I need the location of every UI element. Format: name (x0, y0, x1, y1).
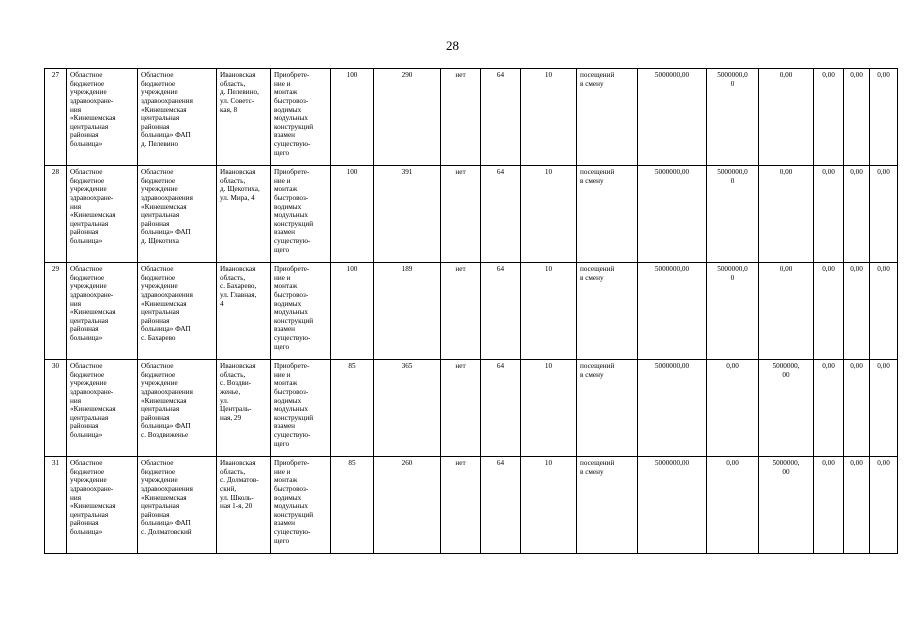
value-cell: 260 (374, 457, 441, 554)
unit-cell: посещений в смену (577, 69, 638, 166)
row-number: 28 (45, 166, 67, 263)
recipient-cell: Областное бюджетное учреждение здравоохране- ния «Кинешемская центральная районная больница» (67, 457, 138, 554)
value-cell: 100 (331, 263, 374, 360)
recipient-cell: Областное бюджетное учреждение здравоохране- ния «Кинешемская центральная районная больница» (67, 263, 138, 360)
object-cell: Областное бюджетное учреждение здравоохранения «Кинешемская центральная районная больница» ФАП с. Бахарево (138, 263, 217, 360)
value-cell: 10 (521, 360, 577, 457)
total-sum-cell: 5000000,00 (638, 457, 707, 554)
total-sum-cell: 5000000,00 (638, 360, 707, 457)
row-number: 29 (45, 263, 67, 360)
address-cell: Ивановская область, с. Долматов- ский, ул. Школь- ная 1-я, 20 (217, 457, 271, 554)
work-cell: Приобрете- ние и монтаж быстровоз- водимых модульных конструкций взамен существую- щего (271, 457, 331, 554)
value-cell: 64 (481, 263, 521, 360)
table-row (45, 263, 898, 360)
address-cell: Ивановская область, д. Пелевино, ул. Советс- кая, 8 (217, 69, 271, 166)
value-cell: 391 (374, 166, 441, 263)
address-cell: Ивановская область, с. Воздви- женье, ул. Централь- ная, 29 (217, 360, 271, 457)
year-amount-cell: 0,00 (844, 360, 870, 457)
year-amount-cell: 0,00 (707, 457, 759, 554)
year-amount-cell: 0,00 (870, 360, 898, 457)
year-amount-cell: 0,00 (814, 166, 844, 263)
value-cell: нет (441, 166, 481, 263)
data-table (44, 68, 898, 554)
total-sum-cell: 5000000,00 (638, 166, 707, 263)
value-cell: 64 (481, 360, 521, 457)
year-amount-cell: 0,00 (759, 69, 814, 166)
value-cell: 100 (331, 166, 374, 263)
year-amount-cell: 0,00 (814, 263, 844, 360)
value-cell: 85 (331, 457, 374, 554)
year-amount-cell: 0,00 (707, 360, 759, 457)
year-amount-cell: 0,00 (844, 263, 870, 360)
row-number: 30 (45, 360, 67, 457)
value-cell: 100 (331, 69, 374, 166)
unit-cell: посещений в смену (577, 263, 638, 360)
year-amount-cell: 0,00 (870, 69, 898, 166)
year-amount-cell: 5000000,0 0 (707, 263, 759, 360)
table-row (45, 360, 898, 457)
value-cell: 10 (521, 166, 577, 263)
year-amount-cell: 0,00 (814, 69, 844, 166)
year-amount-cell: 5000000, 00 (759, 457, 814, 554)
unit-cell: посещений в смену (577, 166, 638, 263)
year-amount-cell: 0,00 (844, 457, 870, 554)
value-cell: нет (441, 69, 481, 166)
year-amount-cell: 0,00 (759, 263, 814, 360)
work-cell: Приобрете- ние и монтаж быстровоз- водимых модульных конструкций взамен существую- щего (271, 360, 331, 457)
value-cell: 64 (481, 166, 521, 263)
year-amount-cell: 0,00 (870, 166, 898, 263)
value-cell: 189 (374, 263, 441, 360)
value-cell: 64 (481, 69, 521, 166)
value-cell: нет (441, 360, 481, 457)
total-sum-cell: 5000000,00 (638, 263, 707, 360)
year-amount-cell: 5000000,0 0 (707, 69, 759, 166)
unit-cell: посещений в смену (577, 360, 638, 457)
year-amount-cell: 0,00 (844, 69, 870, 166)
value-cell: 365 (374, 360, 441, 457)
object-cell: Областное бюджетное учреждение здравоохранения «Кинешемская центральная районная больница» ФАП д. Пелевино (138, 69, 217, 166)
total-sum-cell: 5000000,00 (638, 69, 707, 166)
year-amount-cell: 0,00 (870, 457, 898, 554)
work-cell: Приобрете- ние и монтаж быстровоз- водимых модульных конструкций взамен существую- щего (271, 166, 331, 263)
object-cell: Областное бюджетное учреждение здравоохранения «Кинешемская центральная районная больница» ФАП с. Долматовский (138, 457, 217, 554)
year-amount-cell: 0,00 (844, 166, 870, 263)
value-cell: 85 (331, 360, 374, 457)
year-amount-cell: 0,00 (814, 457, 844, 554)
year-amount-cell: 5000000,0 0 (707, 166, 759, 263)
table-row (45, 457, 898, 554)
year-amount-cell: 0,00 (814, 360, 844, 457)
value-cell: 290 (374, 69, 441, 166)
year-amount-cell: 0,00 (870, 263, 898, 360)
year-amount-cell: 0,00 (759, 166, 814, 263)
address-cell: Ивановская область, д. Щекотиха, ул. Мира, 4 (217, 166, 271, 263)
object-cell: Областное бюджетное учреждение здравоохранения «Кинешемская центральная районная больница» ФАП с. Воздвиженье (138, 360, 217, 457)
row-number: 27 (45, 69, 67, 166)
value-cell: 10 (521, 263, 577, 360)
work-cell: Приобрете- ние и монтаж быстровоз- водимых модульных конструкций взамен существую- щего (271, 263, 331, 360)
address-cell: Ивановская область, с. Бахарево, ул. Главная, 4 (217, 263, 271, 360)
recipient-cell: Областное бюджетное учреждение здравоохране- ния «Кинешемская центральная районная больница» (67, 360, 138, 457)
value-cell: 10 (521, 457, 577, 554)
row-number: 31 (45, 457, 67, 554)
table-row (45, 166, 898, 263)
recipient-cell: Областное бюджетное учреждение здравоохране- ния «Кинешемская центральная районная больница» (67, 69, 138, 166)
value-cell: нет (441, 457, 481, 554)
page-number: 28 (446, 38, 459, 53)
object-cell: Областное бюджетное учреждение здравоохранения «Кинешемская центральная районная больница» ФАП д. Щекотиха (138, 166, 217, 263)
year-amount-cell: 5000000, 00 (759, 360, 814, 457)
value-cell: нет (441, 263, 481, 360)
value-cell: 10 (521, 69, 577, 166)
value-cell: 64 (481, 457, 521, 554)
table-row (45, 69, 898, 166)
unit-cell: посещений в смену (577, 457, 638, 554)
recipient-cell: Областное бюджетное учреждение здравоохране- ния «Кинешемская центральная районная больница» (67, 166, 138, 263)
work-cell: Приобрете- ние и монтаж быстровоз- водимых модульных конструкций взамен существую- щего (271, 69, 331, 166)
